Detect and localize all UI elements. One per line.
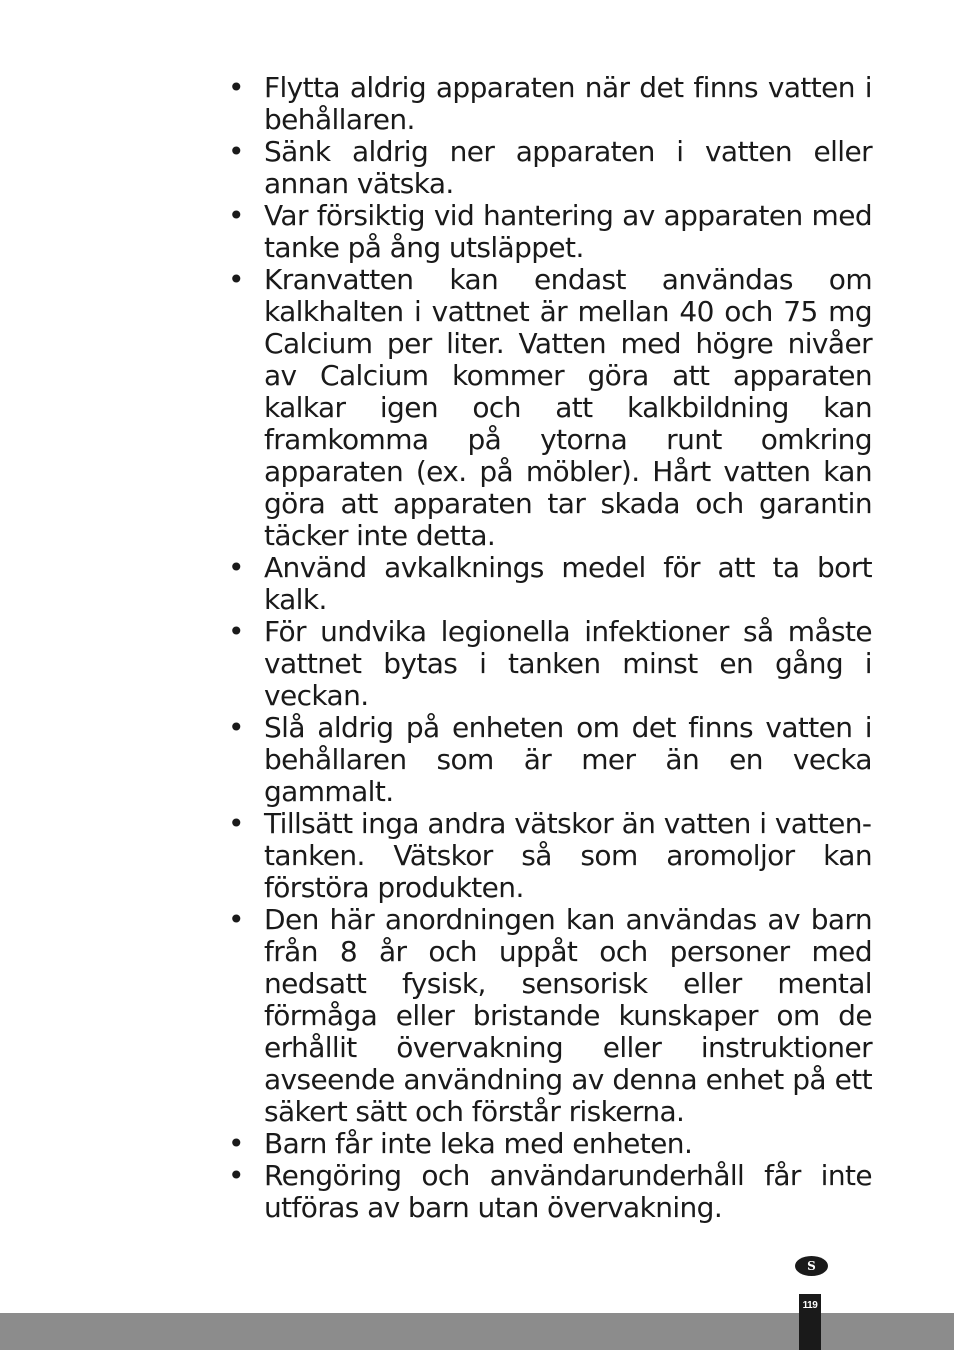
bullet-icon: • <box>228 1127 244 1160</box>
list-item <box>226 616 872 712</box>
bullet-icon: • <box>228 199 244 232</box>
list-item-text: Slå aldrig på enheten om det finns vatten i behållaren som är mer än en vecka gammalt. <box>264 711 872 808</box>
bullet-icon: • <box>228 615 244 648</box>
bullet-icon: • <box>228 135 244 168</box>
safety-bullet-list <box>226 72 872 1224</box>
list-item-text: Barn får inte leka med enheten. <box>264 1127 693 1160</box>
list-item <box>226 200 872 264</box>
list-item <box>226 72 872 136</box>
list-item-text: För undvika legionella infektioner så måste vattnet bytas i tanken minst en gång i veckan. <box>264 615 872 712</box>
bullet-icon: • <box>228 807 244 840</box>
list-item <box>226 808 872 904</box>
list-item <box>226 1128 872 1160</box>
list-item <box>226 552 872 616</box>
list-item <box>226 136 872 200</box>
list-item <box>226 264 872 552</box>
list-item <box>226 712 872 808</box>
list-item-text: Kranvatten kan endast användas om kalkhalten i vattnet är mellan 40 och 75 mg Calcium per liter. Vatten med högre nivåer av Calcium kommer göra att apparaten kalkar igen och att kalkbildning kan framkomma på ytorna runt omkring apparaten (ex. på möbler). Hårt vatten kan göra att apparaten tar skada och garantin täcker inte detta. <box>264 263 872 552</box>
bullet-icon: • <box>228 71 244 104</box>
list-item-text: Tillsätt inga andra vätskor än vatten i vattentanken. Vätskor så som aromoljor kan förstöra produkten. <box>264 807 872 904</box>
list-item-text: Använd avkalknings medel för att ta bort kalk. <box>264 551 872 616</box>
page-number: 119 <box>802 1300 818 1311</box>
instructions-content <box>226 72 872 1224</box>
bullet-icon: • <box>228 263 244 296</box>
list-item-text: Den här anordningen kan användas av barn från 8 år och uppåt och personer med nedsatt fysisk, sensorisk eller mental förmåga eller bristande kunskaper om de erhållit övervakning eller instruktioner avseende användning av denna enhet på ett säkert sätt och förstår riskerna. <box>264 903 872 1128</box>
list-item <box>226 904 872 1128</box>
bullet-icon: • <box>228 1159 244 1192</box>
bullet-icon: • <box>228 903 244 936</box>
list-item-text: Rengöring och användarunderhåll får inte utföras av barn utan övervakning. <box>264 1159 872 1224</box>
bullet-icon: • <box>228 551 244 584</box>
language-badge: S <box>795 1256 828 1276</box>
bullet-icon: • <box>228 711 244 744</box>
list-item-text: Flytta aldrig apparaten när det finns vatten i behållaren. <box>264 71 872 136</box>
list-item-text: Sänk aldrig ner apparaten i vatten eller annan vätska. <box>264 135 872 200</box>
page-number-tab <box>799 1294 821 1350</box>
list-item-text: Var försiktig vid hantering av apparaten med tanke på ång utsläppet. <box>264 199 872 264</box>
list-item <box>226 1160 872 1224</box>
